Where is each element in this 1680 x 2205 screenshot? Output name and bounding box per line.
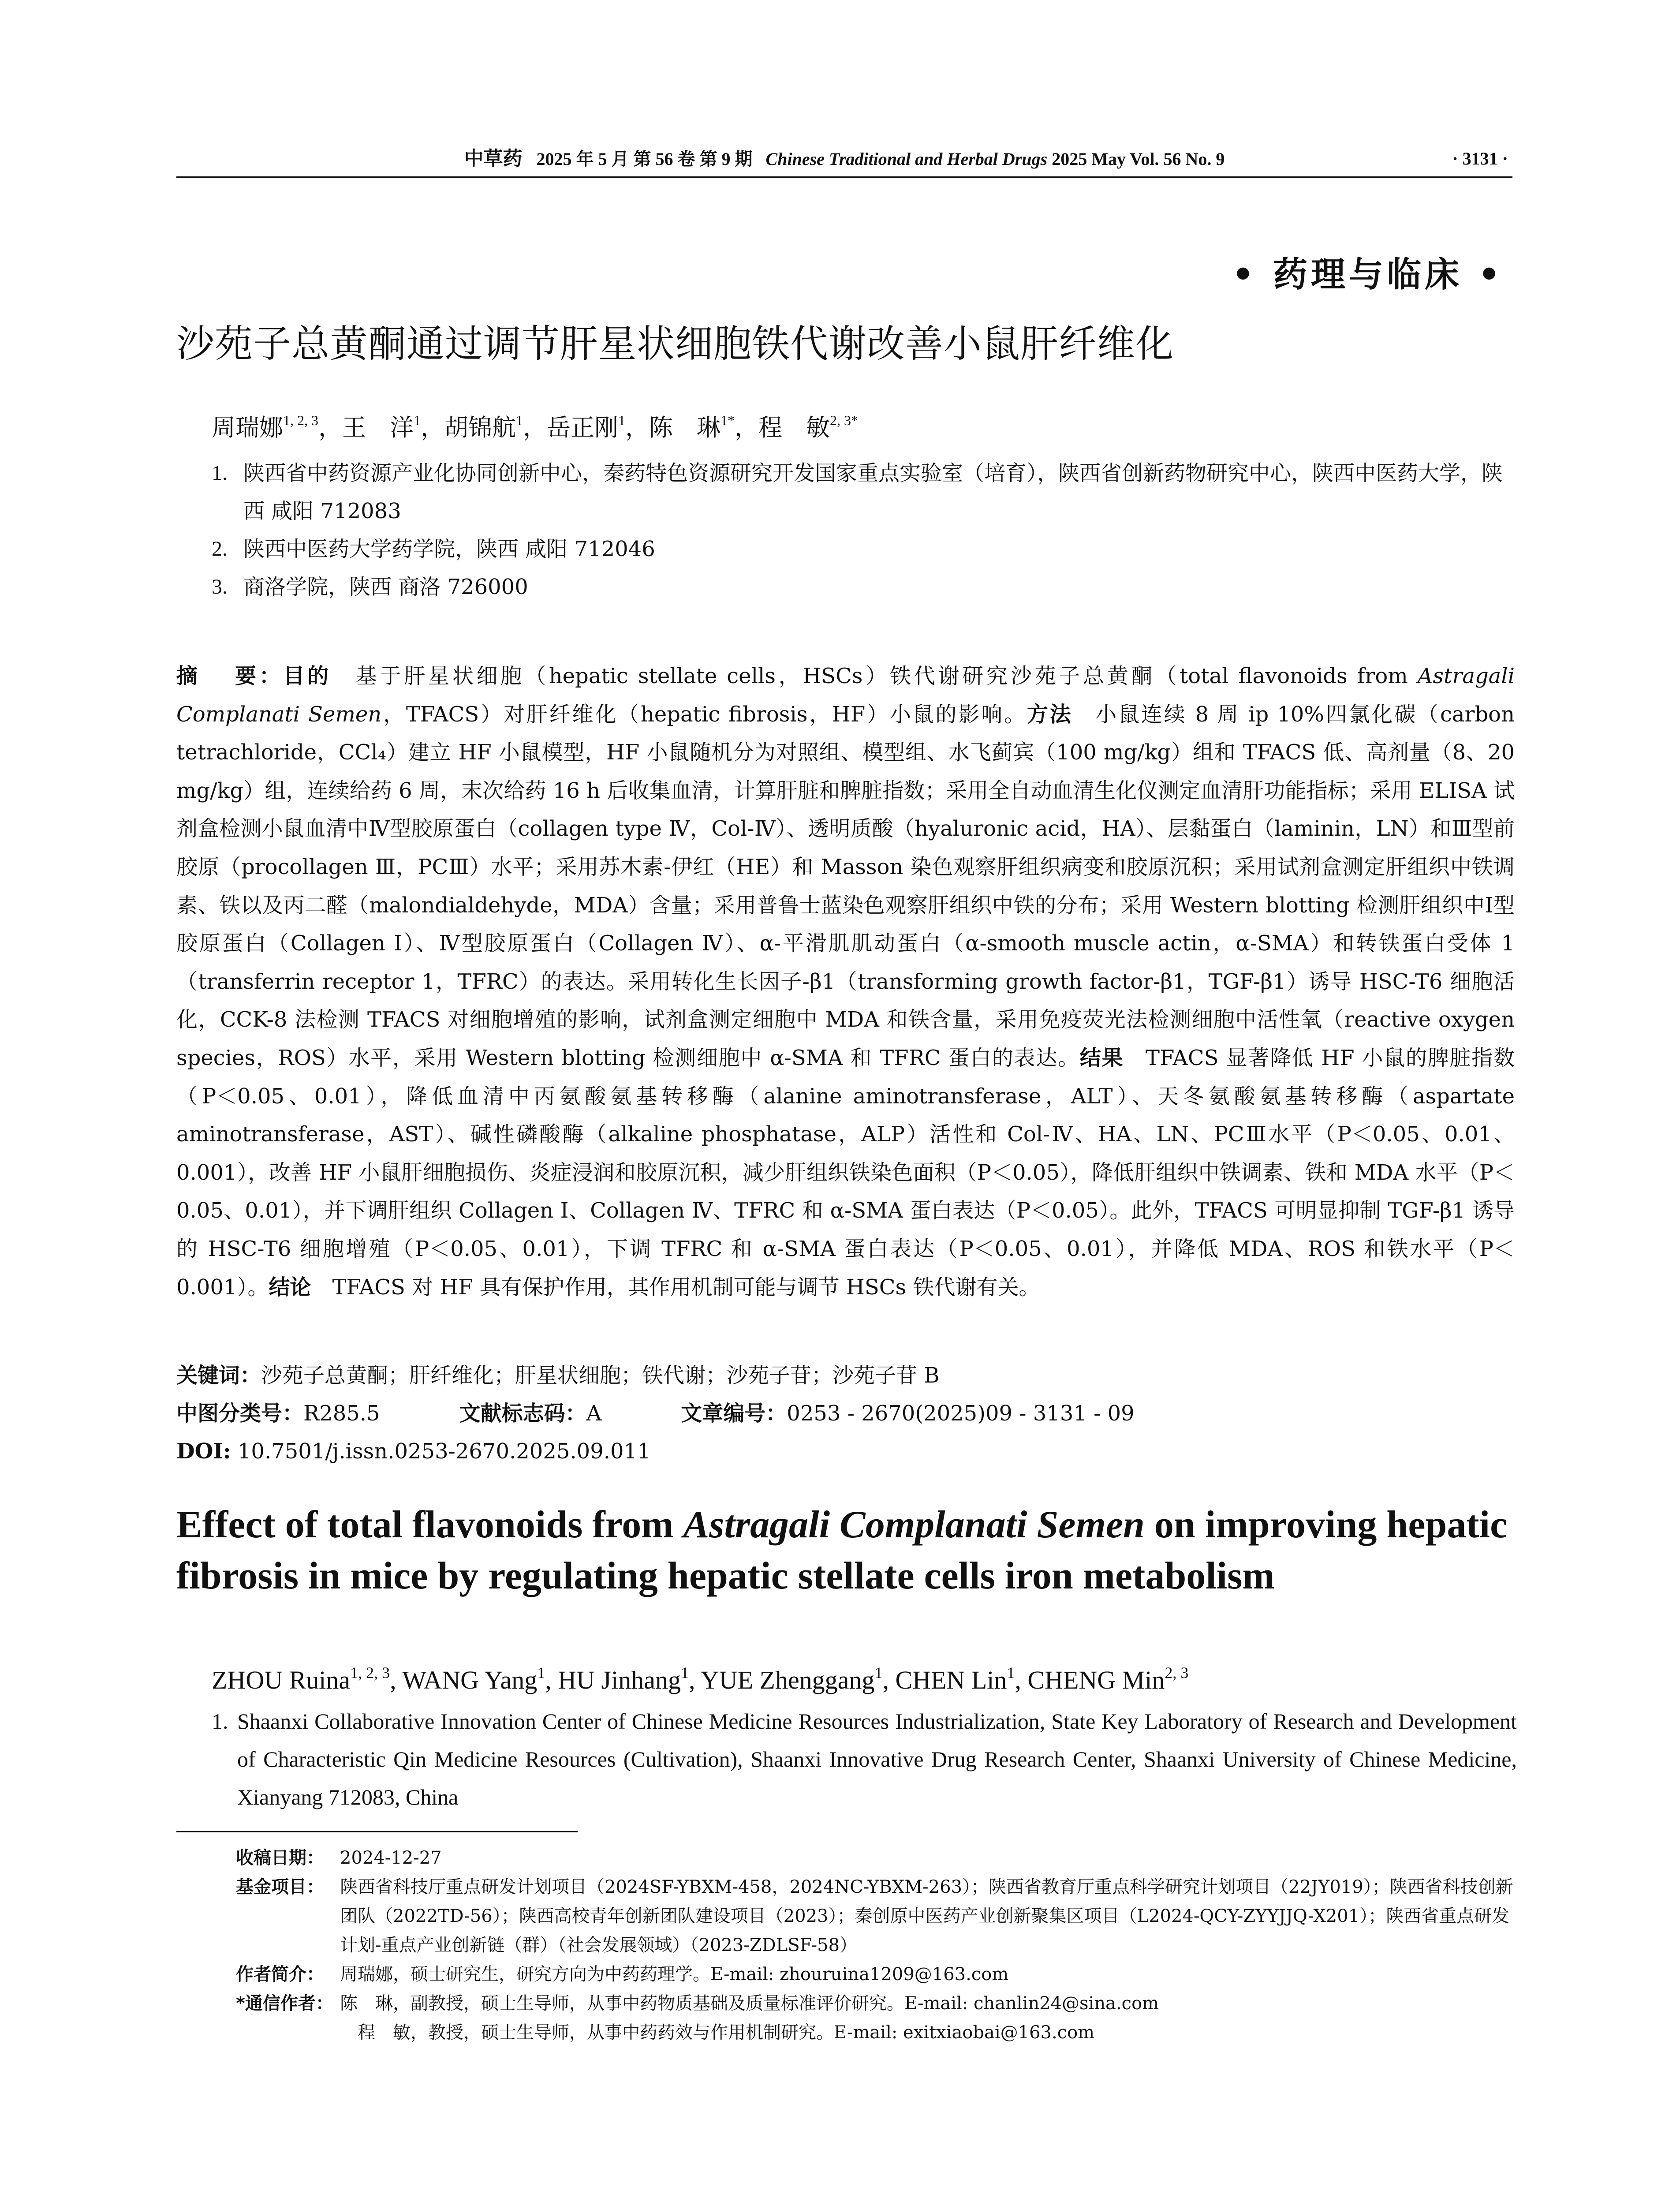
author-en: WANG Yang$^1$: [402, 1664, 545, 1694]
article-title-en: Effect of total flavonoids from Astragali Complanati Semen on improving hepatic fibrosis in mice by regulating hepatic stellate cells iron metabolism: [176, 1503, 1508, 1597]
author-cn: 程 敏$^{2, 3*}$: [758, 412, 858, 441]
affiliation-cn-3: 3. 商洛学院，陕西 商洛 726000: [212, 575, 528, 599]
received-date: 收稿日期： 2024-12-27: [236, 1848, 442, 1868]
corresponding-authors: *通信作者： 陈 琳，副教授，硕士生导师，从事中药物质基础及质量标准评价研究。E-mail: chanlin24@sina.com 程 敏，教授，硕士生导师，从事中药药效与作用机制研究。E-mail: exitxiaobai@163.com: [236, 1993, 1159, 2043]
journal-name-en: Chinese Traditional and Herbal Drugs: [765, 149, 1048, 169]
methods-label: 方法: [1027, 702, 1073, 727]
objective-label: 目的: [283, 664, 332, 688]
running-header: [176, 145, 1512, 173]
article-title-cn: 沙苑子总黄酮通过调节肝星状细胞铁代谢改善小鼠肝纤维化: [176, 322, 1174, 366]
author-en: CHEN Lin$^1$: [895, 1664, 1015, 1694]
author-cn: 岳正刚$^1$: [547, 412, 625, 441]
results-label: 结果: [1079, 1045, 1124, 1070]
author-bio: 作者简介： 周瑞娜，硕士研究生，研究方向为中药药理学。E-mail: zhouruina1209@163.com: [236, 1964, 1009, 1984]
issue-cn: 2025 年 5 月 第 56 卷 第 9 期: [536, 149, 753, 169]
author-cn: 周瑞娜$^{1, 2, 3}$: [212, 412, 318, 441]
abstract-cn: 摘 要：目的 基于肝星状细胞（hepatic stellate cells，HSCs）铁代谢研究沙苑子总黄酮（total flavonoids from Astragali Complanati Semen，TFACS）对肝纤维化（hepatic fibrosis，HF）小鼠的影响。方法 小鼠连续 8 周 ip 10%四氯化碳（carbon tetrachloride，CCl₄）建立 HF 小鼠模型，HF 小鼠随机分为对照组、模型组、水飞蓟宾（100 mg/kg）组和 TFACS 低、高剂量（8、20 mg/kg）组，连续给药 6 周，末次给药 16 h 后收集血清，计算肝脏和脾脏指数；采用全自动血清生化仪测定血清肝功能指标；采用 ELISA 试剂盒检测小鼠血清中Ⅳ型胶原蛋白（collagen type Ⅳ，Col-Ⅳ）、透明质酸（hyaluronic acid，HA）、层黏蛋白（laminin，LN）和Ⅲ型前胶原（procollagen Ⅲ，PCⅢ）水平；采用苏木素-伊红（HE）和 Masson 染色观察肝组织病变和胶原沉积；采用试剂盒测定肝组织中铁调素、铁以及丙二醛（malondialdehyde，MDA）含量；采用普鲁士蓝染色观察肝组织中铁的分布；采用 Western blotting 检测肝组织中Ⅰ型胶原蛋白（Collagen Ⅰ）、Ⅳ型胶原蛋白（Collagen Ⅳ）、α-平滑肌肌动蛋白（α-smooth muscle actin，α-SMA）和转铁蛋白受体 1（transferrin receptor 1，TFRC）的表达。采用转化生长因子-β1（transforming growth factor-β1，TGF-β1）诱导 HSC-T6 细胞活化，CCK-8 法检测 TFACS 对细胞增殖的影响，试剂盒测定细胞中 MDA 和铁含量，采用免疫荧光法检测细胞中活性氧（reactive oxygen species，ROS）水平，采用 Western blotting 检测细胞中 α-SMA 和 TFRC 蛋白的表达。结果 TFACS 显著降低 HF 小鼠的脾脏指数（P＜0.05、0.01），降低血清中丙氨酸氨基转移酶（alanine aminotransferase，ALT）、天冬氨酸氨基转移酶（aspartate aminotransferase，AST）、碱性磷酸酶（alkaline phosphatase，ALP）活性和 Col-Ⅳ、HA、LN、PCⅢ水平（P＜0.05、0.01、0.001），改善 HF 小鼠肝细胞损伤、炎症浸润和胶原沉积，减少肝组织铁染色面积（P＜0.05），降低肝组织中铁调素、铁和 MDA 水平（P＜0.05、0.01），并下调肝组织 Collagen Ⅰ、Collagen Ⅳ、TFRC 和 α-SMA 蛋白表达（P＜0.05）。此外，TFACS 可明显抑制 TGF-β1 诱导的 HSC-T6 细胞增殖（P＜0.05、0.01），下调 TFRC 和 α-SMA 蛋白表达（P＜0.05、0.01），并降低 MDA、ROS 和铁水平（P＜0.001）。结论 TFACS 对 HF 具有保护作用，其作用机制可能与调节 HSCs 铁代谢有关。: [176, 664, 1515, 1300]
header-rule: [176, 176, 1512, 178]
author-en: YUE Zhenggang$^1$: [700, 1664, 883, 1694]
journal-info: [176, 145, 1512, 173]
section-label: • 药理与临床 •: [1232, 254, 1504, 295]
affiliation-cn-2: 2. 陕西中医药大学药学院，陕西 咸阳 712046: [212, 537, 655, 561]
journal-logo: 中草药: [464, 147, 523, 170]
author-en: HU Jinhang$^1$: [558, 1664, 689, 1694]
footnote-rule: [176, 1831, 578, 1832]
fund-info: 基金项目： 陕西省科技厅重点研发计划项目（2024SF-YBXM-458，2024NC-YBXM-263）；陕西省教育厅重点科学研究计划项目（22JY019）；陕西省科技创新团队（2022TD-56）；陕西高校青年创新团队建设项目（2023）；秦创原中医药产业创新聚集区项目（L2024-QCY-ZYYJJQ-X201）；陕西省重点研发计划-重点产业创新链（群）（社会发展领域）（2023-ZDLSF-58）: [236, 1877, 1513, 1955]
author-cn: 王 洋$^1$: [342, 412, 421, 441]
author-list-cn: 周瑞娜$^{1, 2, 3}$，王 洋$^1$，胡锦航$^1$，岳正刚$^1$，陈 琳$^{1*}$，程 敏$^{2, 3*}$: [212, 412, 858, 441]
issue-en: 2025 May Vol. 56 No. 9: [1052, 149, 1225, 169]
classification-line: 中图分类号：R285.5 文献标志码：A 文章编号：0253 - 2670(2025)09 - 3131 - 09: [176, 1401, 1135, 1426]
author-cn: 胡锦航$^1$: [444, 412, 523, 441]
author-en: CHENG Min$^{2, 3}$: [1027, 1664, 1189, 1694]
footnotes: [236, 1843, 1515, 2047]
abstract-label: 摘 要：: [176, 664, 284, 688]
author-list-en: ZHOU Ruina$^{1, 2, 3}$, WANG Yang$^1$, HU Jinhang$^1$, YUE Zhenggang$^1$, CHEN Lin$^1$, CHENG Min$^{2, 3}$: [212, 1664, 1189, 1694]
author-cn: 陈 琳$^{1*}$: [649, 412, 735, 441]
page-number: · 3131 ·: [1452, 149, 1508, 168]
affiliation-cn-1: 1. 陕西省中药资源产业化协同创新中心，秦药特色资源研究开发国家重点实验室（培育），陕西省创新药物研究中心，陕西中医药大学，陕西 咸阳 712083: [212, 461, 1503, 523]
conclusion-label: 结论: [269, 1274, 311, 1300]
author-en: ZHOU Ruina$^{1, 2, 3}$: [212, 1664, 390, 1694]
keywords: 关键词：沙苑子总黄酮；肝纤维化；肝星状细胞；铁代谢；沙苑子苷；沙苑子苷 B: [176, 1363, 940, 1388]
doi-line: DOI: 10.7501/j.issn.0253-2670.2025.09.011: [176, 1439, 651, 1464]
affiliation-en-1: 1. Shaanxi Collaborative Innovation Center of Chinese Medicine Resources Industrialization, State Key Laboratory of Research and Development of Characteristic Qin Medicine Resources (Cultivation), Shaanxi Innovative Drug Research Center, Shaanxi University of Chinese Medicine, Xianyang 712083, China: [212, 1709, 1517, 1809]
